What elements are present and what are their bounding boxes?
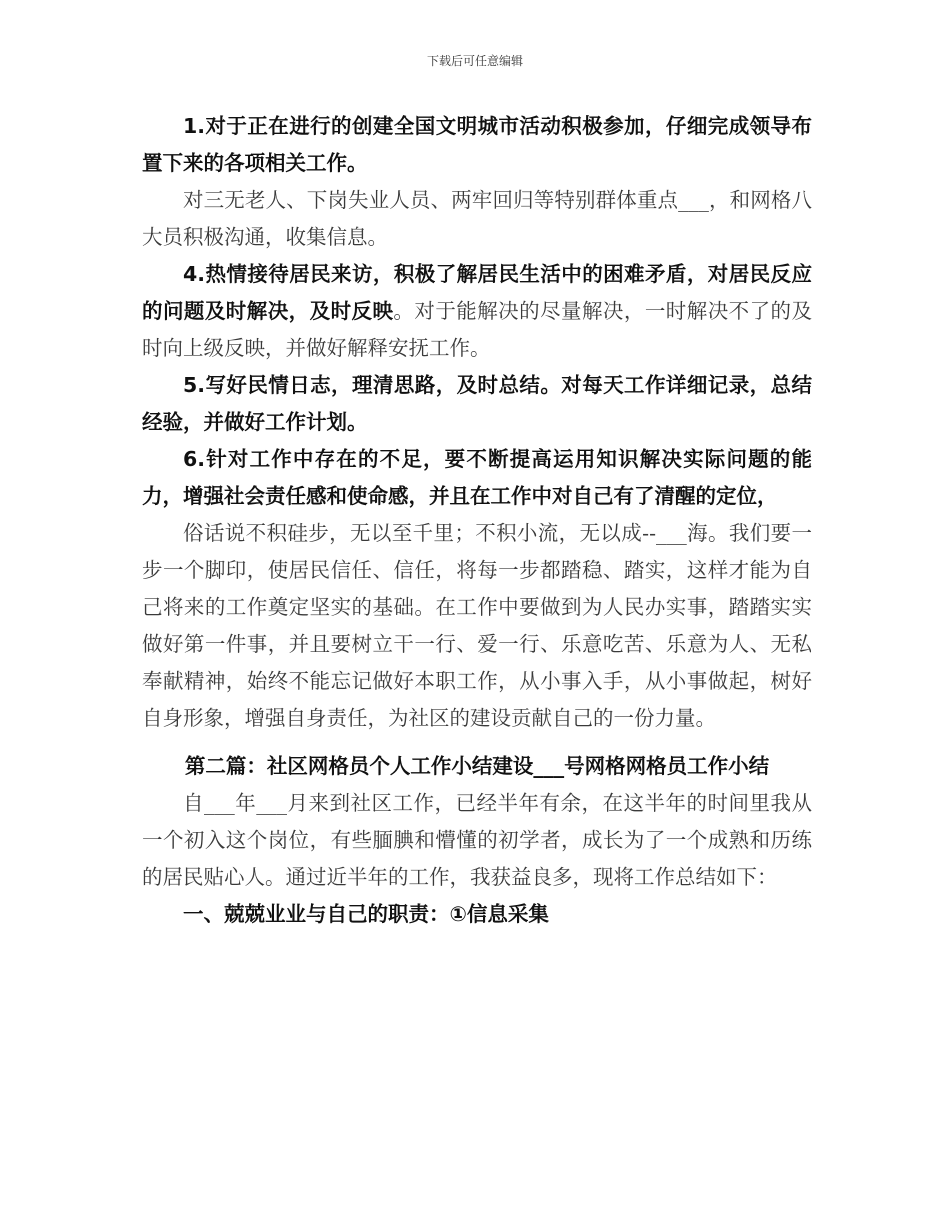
paragraph-bold-text: 一、兢兢业业与自己的职责：①信息采集 — [183, 902, 549, 926]
paragraph-item-5 — [142, 367, 812, 441]
paragraph-heading-duties — [142, 896, 812, 933]
paragraph-bold-text: 6.针对工作中存在的不足，要不断提高运用知识解决实际问题的能力，增强社会责任感和使命感，并且在工作中对自己有了清醒的定位， — [142, 447, 812, 508]
document-body — [142, 108, 812, 933]
paragraph-bold-text: 1.对于正在进行的创建全国文明城市活动积极参加，仔细完成领导布置下来的各项相关工作。 — [142, 114, 812, 175]
paragraph-item-6 — [142, 441, 812, 515]
paragraph-item-1 — [142, 108, 812, 182]
section-title: 第二篇：社区网格员个人工作小结建设___号网格网格员工作小结 — [184, 754, 770, 778]
paragraph-bold-text: 5.写好民情日志，理清思路，及时总结。对每天工作详细记录，总结经验，并做好工作计划。 — [142, 373, 812, 434]
paragraph-target-groups: 对三无老人、下岗失业人员、两牢回归等特别群体重点___，和网格八大员积极沟通，收集信息。 — [142, 188, 812, 249]
paragraph-item-4 — [142, 256, 812, 367]
paragraph-intro: 自___年___月来到社区工作，已经半年有余，在这半年的时间里我从一个初入这个岗位，有些腼腆和懵懂的初学者，成长为了一个成熟和历练的居民贴心人。通过近半年的工作，我获益良多，现将工作总结如下： — [142, 791, 812, 889]
paragraph-proverb: 俗话说不积硅步，无以至千里；不积小流，无以成--___海。我们要一步一个脚印，使居民信任、信任，将每一步都踏稳、踏实，这样才能为自己将来的工作奠定坚实的基础。在工作中要做到为人民办实事，踏踏实实做好第一件事，并且要树立干一行、爱一行、乐意吃苦、乐意为人、无私奉献精神，始终不能忘记做好本职工作，从小事入手，从小事做起，树好自身形象，增强自身责任，为社区的建设贡献自己的一份力量。 — [142, 521, 812, 730]
paragraph-bold-text: 4.热情接待居民来访，积极了解居民生活中的困难矛盾，对居民反应的问题及时解决，及时反映 — [142, 262, 812, 323]
page-header: 下载后可任意编辑 — [426, 54, 523, 68]
paragraph-text: 。对于能解决的尽量解决，一时解决不了的及时向上级反映，并做好解释安抚工作。 — [142, 299, 813, 360]
